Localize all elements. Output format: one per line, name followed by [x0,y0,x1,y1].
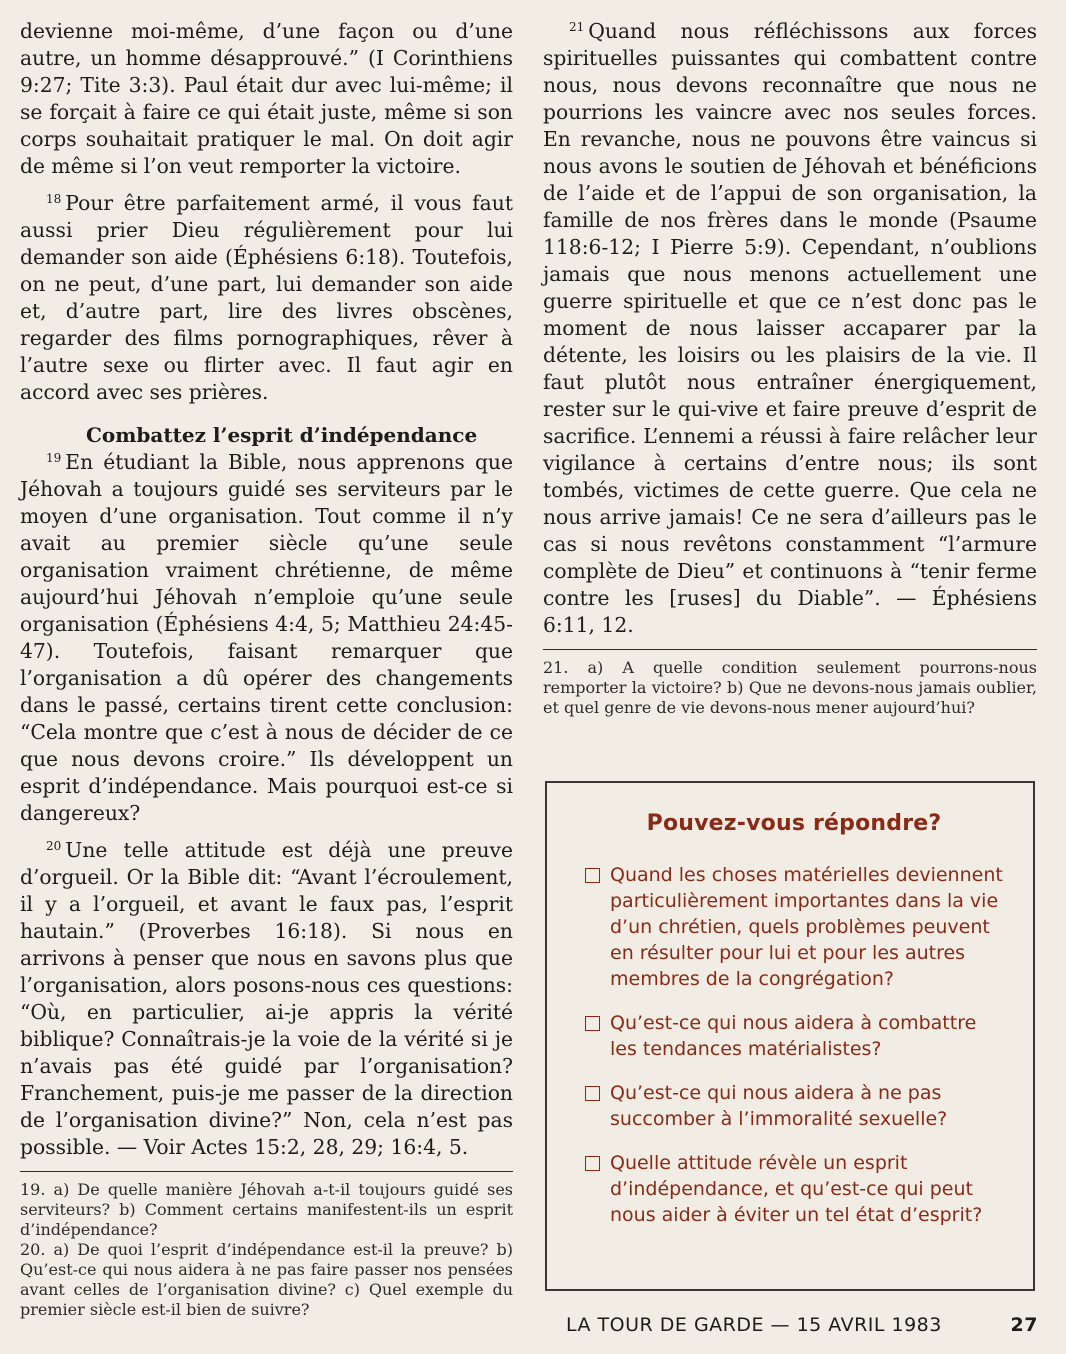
review-question-text: Quelle attitude révèle un esprit d’indépendance, et qu’est-ce qui peut nous aider à éviter un tel état d’esprit? [610,1152,983,1226]
review-question [585,862,1003,992]
review-question-text: Quand les choses matérielles deviennent particulièrement importantes dans la vie d’un chrétien, quels problèmes peuvent en résulter pour lui et pour les autres membres de la congrégation? [610,864,1003,990]
paragraph-19 [20,449,513,827]
paragraph-20-text: Une telle attitude est déjà une preuve d’orgueil. Or la Bible dit: “Avant l’écroulement, il y a l’orgueil, et avant le faux pas, l’esprit hautain.” (Proverbes 16:18). Si nous en arrivons à penser que nous en savons plus que l’organisation, alors posons-nous ces questions: “Où, en particulier, ai-je appris la vérité biblique? Connaîtrais-je la voie de la vérité si je n’avais pas été guidé par l’organisation? Franchement, puis-je me passer de la direction de l’organisation divine?” Non, cela n’est pas possible. — Voir Actes 15:2, 28, 29; 16:4, 5. [20,838,513,1159]
review-box [545,781,1035,1291]
page-footer [566,1314,1038,1336]
paragraph-17-continued: devienne moi-même, d’une façon ou d’une autre, un homme désapprouvé.” (I Corinthiens 9:27; Tite 3:3). Paul était dur avec lui-même; il se forçait à faire ce qui était juste, même si son corps souhaitait pratiquer le mal. On doit agir de même si l’on veut remporter la victoire. [20,19,513,178]
publication-title: LA TOUR DE GARDE — 15 AVRIL 1983 [566,1314,942,1336]
study-questions-divider [543,649,1037,650]
page-number: 27 [1010,1314,1038,1336]
review-question-text: Qu’est-ce qui nous aidera à ne pas succomber à l’immoralité sexuelle? [610,1082,948,1130]
paragraph-19-text: En étudiant la Bible, nous apprenons que Jéhovah a toujours guidé ses serviteurs par le moyen d’une organisation. Tout comme il n’y avait au premier siècle qu’une seule organisation vraiment chrétienne, de même aujourd’hui Jéhovah n’emploie qu’une seule organisation (Éphésiens 4:4, 5; Matthieu 24:45-47). Toutefois, faisant remarquer que l’organisation a dû opérer des changements dans le passé, certains tirent cette conclusion: “Cela montre que c’est à nous de décider de ce que nous devons croire.” Ils développent un esprit d’indépendance. Mais pourquoi est-ce si dangereux? [20,450,513,825]
paragraph-18-text: Pour être parfaitement armé, il vous faut aussi prier Dieu régulièrement pour lui demander son aide (Éphésiens 6:18). Toutefois, on ne peut, d’une part, lui demander son aide et, d’autre part, lire des livres obscènes, regarder des films pornographiques, rêver à l’autre sexe ou flirter avec. Il faut agir en accord avec ses prières. [20,191,513,404]
review-question [585,1010,1003,1062]
checkbox-icon [585,1086,600,1101]
paragraph-number-21: 21 [569,20,585,34]
review-question-text: Qu’est-ce qui nous aidera à combattre les tendances matérialistes? [610,1012,977,1060]
section-subheading: Combattez l’esprit d’indépendance [86,423,478,447]
study-question-21: 21. a) A quelle condition seulement pourrons-nous remporter la victoire? b) Que ne devons-nous jamais oublier, et quel genre de vie devons-nous mener aujourd’hui? [543,658,1037,717]
study-questions-divider [20,1171,513,1172]
review-question [585,1150,1003,1228]
paragraph-21 [543,18,1037,639]
paragraph-18 [20,190,513,406]
paragraph-number-19: 19 [46,451,62,465]
paragraph-number-18: 18 [46,192,62,206]
left-column [20,18,513,1320]
paragraph-21-text: Quand nous réfléchissons aux forces spirituelles puissantes qui combattent contre nous, nous devons reconnaître que nous ne pourrions les vaincre avec nos seules forces. En revanche, nous ne pouvons être vaincus si nous avons le soutien de Jéhovah et bénéficions de l’aide et de l’appui de son organisation, la famille de nos frères dans le monde (Psaume 118:6-12; I Pierre 5:9). Cependant, n’oublions jamais que nous menons actuellement une guerre spirituelle et que ce n’est donc pas le moment de nous laisser accaparer par la détente, les loisirs ou les plaisirs de la vie. Il faut plutôt nous entraîner énergiquement, rester sur le qui-vive et faire preuve d’esprit de sacrifice. L’ennemi a réussi à faire relâcher leur vigilance à certains d’entre nous; ils sont tombés, victimes de cette guerre. Que cela ne nous arrive jamais! Ce ne sera d’ailleurs pas le cas si nous revêtons constamment “l’armure complète de Dieu” et continuons à “tenir ferme contre les [ruses] du Diable”. — Éphésiens 6:11, 12. [543,19,1037,637]
review-question [585,1080,1003,1132]
checkbox-icon [585,1156,600,1171]
study-question-19: 19. a) De quelle manière Jéhovah a-t-il toujours guidé ses serviteurs? b) Comment certains manifestent-ils un esprit d’indépendance? [20,1180,513,1239]
checkbox-icon [585,1016,600,1031]
paragraph-20 [20,837,513,1161]
right-column [543,18,1037,718]
study-question-20: 20. a) De quoi l’esprit d’indépendance est-il la preuve? b) Qu’est-ce qui nous aidera à ne pas faire passer nos pensées avant celles de l’organisation divine? c) Quel exemple du premier siècle est-il bien de suivre? [20,1240,513,1319]
review-box-title: Pouvez-vous répondre? [646,811,942,836]
paragraph-number-20: 20 [46,839,62,853]
checkbox-icon [585,868,600,883]
